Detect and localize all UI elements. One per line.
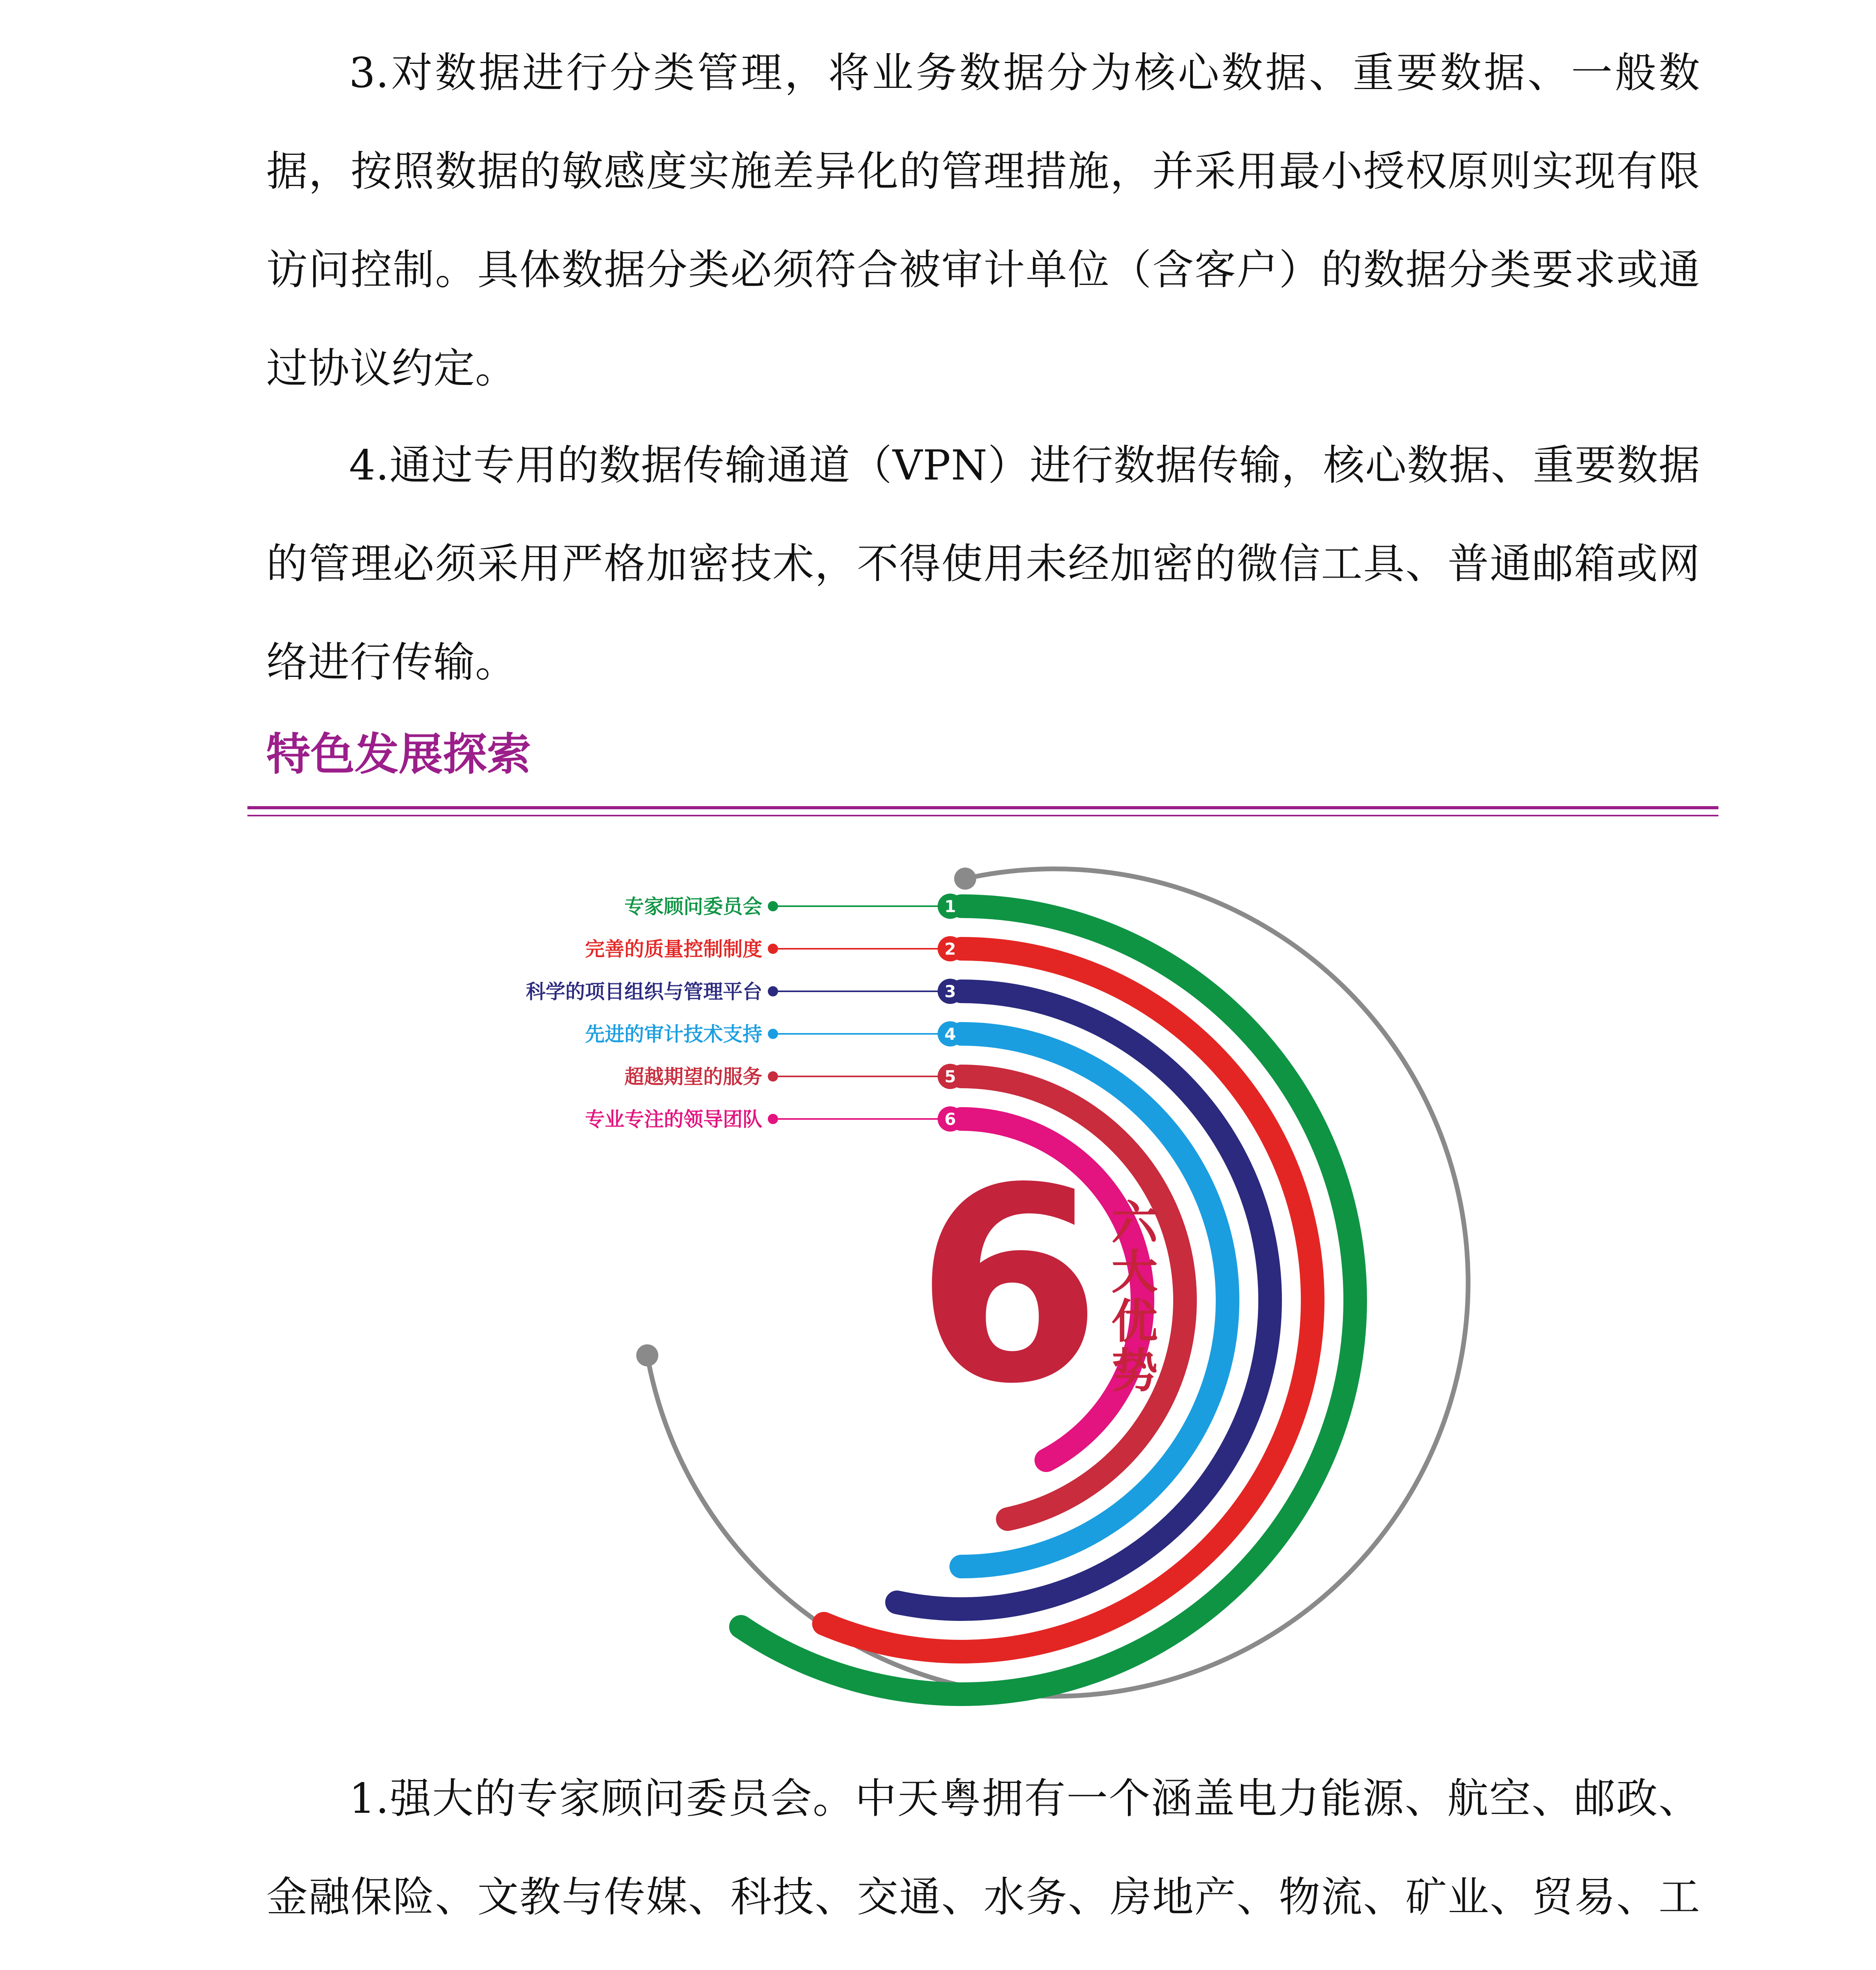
leader-dot bbox=[768, 1029, 778, 1039]
advantage-row-1 bbox=[624, 894, 963, 919]
advantage-label: 完善的质量控制制度 bbox=[585, 938, 762, 961]
big-number-six: 6 bbox=[915, 1131, 1102, 1442]
number-badge-text: 4 bbox=[944, 1024, 956, 1044]
advantage-row-5 bbox=[624, 1064, 963, 1089]
advantage-label: 先进的审计技术支持 bbox=[585, 1023, 762, 1046]
number-badge-text: 1 bbox=[944, 897, 956, 916]
advantage-rows bbox=[526, 894, 963, 1132]
advantage-row-2 bbox=[585, 936, 963, 961]
advantage-row-3 bbox=[526, 979, 963, 1004]
number-badge-text: 2 bbox=[944, 939, 956, 959]
section-heading: 特色发展探索 bbox=[266, 729, 531, 780]
leader-dot bbox=[768, 1071, 778, 1082]
heading-rule-thick bbox=[247, 806, 1718, 809]
paragraph-data-transmission: 4.通过专用的数据传输通道（VPN）进行数据传输，核心数据、重要数据的管理必须采用严格加密技术，不得使用未经加密的微信工具、普通邮箱或网络进行传输。 bbox=[266, 441, 1700, 686]
title-char-1: 六 bbox=[1111, 1196, 1158, 1250]
advantage-label: 超越期望的服务 bbox=[624, 1065, 762, 1088]
paragraph-data-classification: 3.对数据进行分类管理，将业务数据分为核心数据、重要数据、一般数据，按照数据的敏感度实施差异化的管理措施，并采用最小授权原则实现有限访问控制。具体数据分类必须符合被审计单位（含客户）的数据分类要求或通过协议约定。 bbox=[266, 49, 1700, 392]
number-badge-text: 5 bbox=[944, 1067, 956, 1086]
advantage-label: 专业专注的领导团队 bbox=[585, 1108, 762, 1131]
heading-rule-thin bbox=[247, 815, 1718, 816]
number-badge-text: 6 bbox=[944, 1110, 956, 1129]
title-char-4: 势 bbox=[1111, 1344, 1158, 1398]
leader-dot bbox=[768, 986, 778, 996]
paragraph-expert-committee: 1.强大的专家顾问委员会。中天粤拥有一个涵盖电力能源、航空、邮政、金融保险、文教与传媒、科技、交通、水务、房地产、物流、矿业、贸易、工 bbox=[266, 1775, 1700, 1921]
leader-dot bbox=[768, 901, 778, 911]
leader-dot bbox=[768, 1114, 778, 1124]
advantage-row-4 bbox=[585, 1021, 963, 1046]
title-char-3: 优 bbox=[1111, 1294, 1158, 1349]
outline-dot-top bbox=[954, 868, 976, 890]
outline-dot-bottom bbox=[636, 1344, 658, 1366]
advantage-label: 专家顾问委员会 bbox=[624, 895, 762, 918]
advantage-row-6 bbox=[585, 1106, 963, 1132]
title-char-2: 大 bbox=[1111, 1245, 1158, 1299]
six-advantages-infographic bbox=[453, 847, 1536, 1734]
advantage-label: 科学的项目组织与管理平台 bbox=[526, 980, 762, 1003]
leader-dot bbox=[768, 944, 778, 954]
number-badge-text: 3 bbox=[944, 982, 956, 1001]
